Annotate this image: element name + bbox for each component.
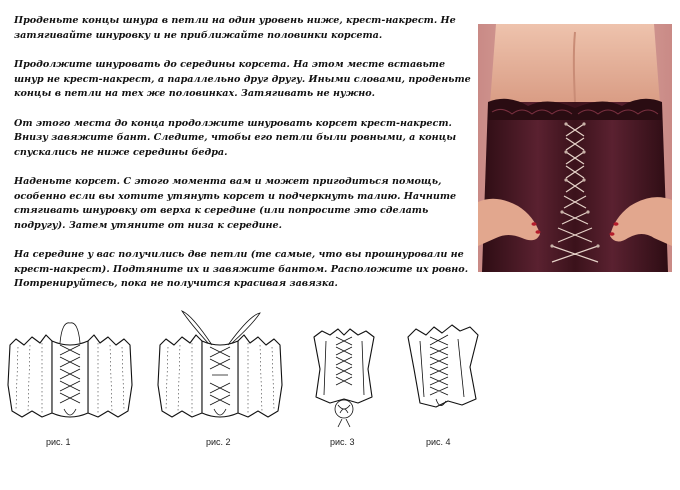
paragraph-5: На середине у вас получились две петли (те самые, что вы прошнуровали не крест-накрест). Подтяните их и завяжите бантом. Расположите их ровно. Потренируйтесь, пока не получится красивая завязка. (14, 249, 469, 289)
figure-3-caption: рис. 3 (330, 437, 355, 447)
paragraph-2: Продолжите шнуровать до середины корсета. На этом месте вставьте шнур не крест-накрест, а параллельно друг другу. Иными словами, проденьте концы в петли на тех же половинках. Затягивать не нужно. (14, 59, 471, 99)
figure-4-caption: рис. 4 (426, 437, 451, 447)
figure-1-caption: рис. 1 (46, 437, 71, 447)
figure-2-illustration (156, 305, 284, 429)
paragraph-1: Проденьте концы шнура в петли на один уровень ниже, крест-накрест. Не затягивайте шнуровку и не приближайте половинки корсета. (14, 15, 456, 41)
instruction-text (14, 14, 474, 307)
corset-photo (478, 24, 672, 272)
figure-2-caption: рис. 2 (206, 437, 231, 447)
figure-1-illustration (6, 305, 134, 429)
paragraph-4: Наденьте корсет. С этого момента вам и может пригодиться помощь, особенно если вы хотите утянуть корсет и подчеркнуть талию. Начните стягивать шнуровку от верха к середине (или попросите это сделать подругу). Затем утяните от низа к середине. (14, 176, 457, 231)
figure-3-illustration (302, 305, 386, 433)
paragraph-3: От этого места до конца продолжите шнуровать корсет крест-накрест. Внизу завяжите бант. Следите, чтобы его петли были ровными, а концы спускались не ниже середины бедра. (14, 117, 457, 158)
figure-4-illustration (400, 305, 484, 433)
